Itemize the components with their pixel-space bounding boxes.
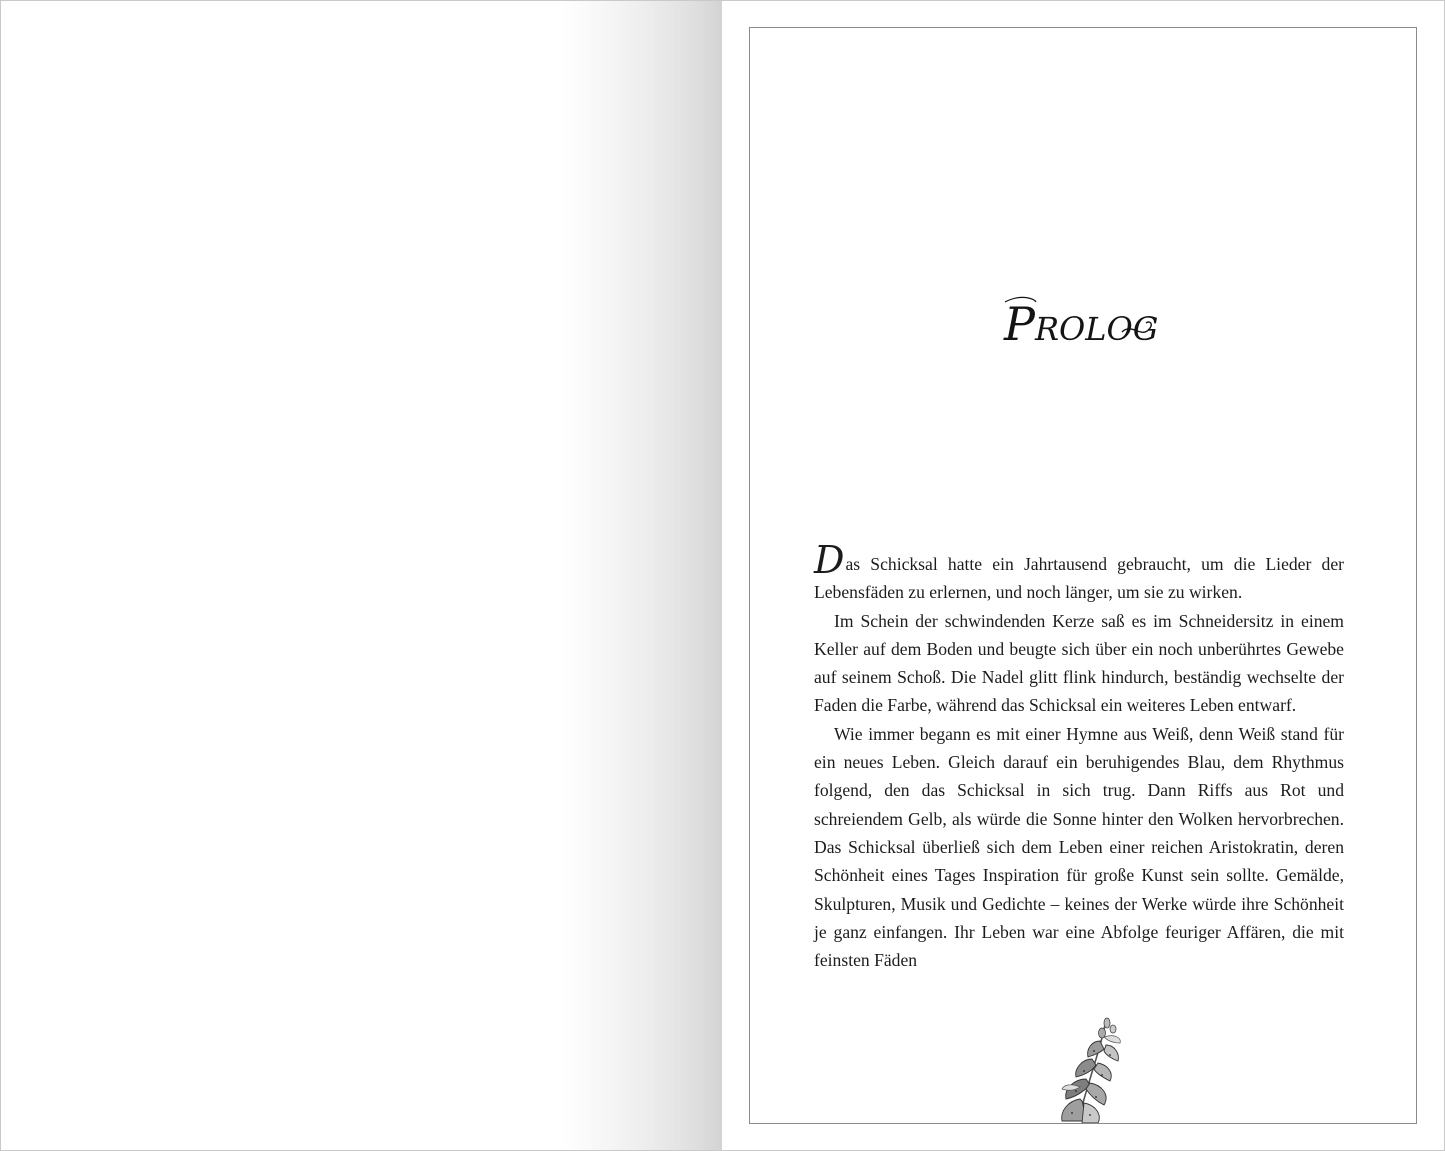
paragraph-3: Wie immer begann es mit einer Hymne aus Weiß, denn Weiß stand für ein neues Leben. Gleich darauf ein beruhigendes Blau, dem Rhythmus folgend, den das Schicksal in sich trug. Dann Riffs aus Rot und schreiendem Gelb, als würde die Sonne hinter den Wolken hervorbrechen. Das Schicksal überließ sich dem Leben einer reichen Aristokratin, deren Schönheit eines Tages Inspiration für große Kunst sein sollte. Gemälde, Skulpturen, Musik und Gedichte – keines der Werke würde ihre Schönheit je ganz einfangen. Ihr Leben war eine Abfolge feuriger Affären, die mit feinsten Fäden <box>814 723 1344 971</box>
left-page-blank <box>1 1 722 1150</box>
drop-cap: D <box>814 538 845 582</box>
chapter-title <box>1000 290 1160 360</box>
paragraph-1-text: as Schicksal hatte ein Jahrtausend gebraucht, um die Lieder der Lebensfäden zu erlernen, und noch länger, um sie zu wirken. <box>814 554 1344 603</box>
chapter-title-text: Prolog <box>1004 297 1159 351</box>
paragraph-2: Im Schein der schwindenden Kerze saß es im Schneidersitz in einem Keller auf dem Boden und beugte sich über ein noch unberührtes Gewebe auf seinem Schoß. Die Nadel glitt flink hindurch, beständig wechselte der Faden die Farbe, während das Schicksal ein weiteres Leben entwarf. <box>814 610 1344 716</box>
chapter-title-lettering <box>1000 290 1160 360</box>
paragraph-1 <box>814 538 1344 607</box>
prologue-text <box>814 538 1344 974</box>
foxglove-illustration-icon <box>1040 1015 1130 1123</box>
